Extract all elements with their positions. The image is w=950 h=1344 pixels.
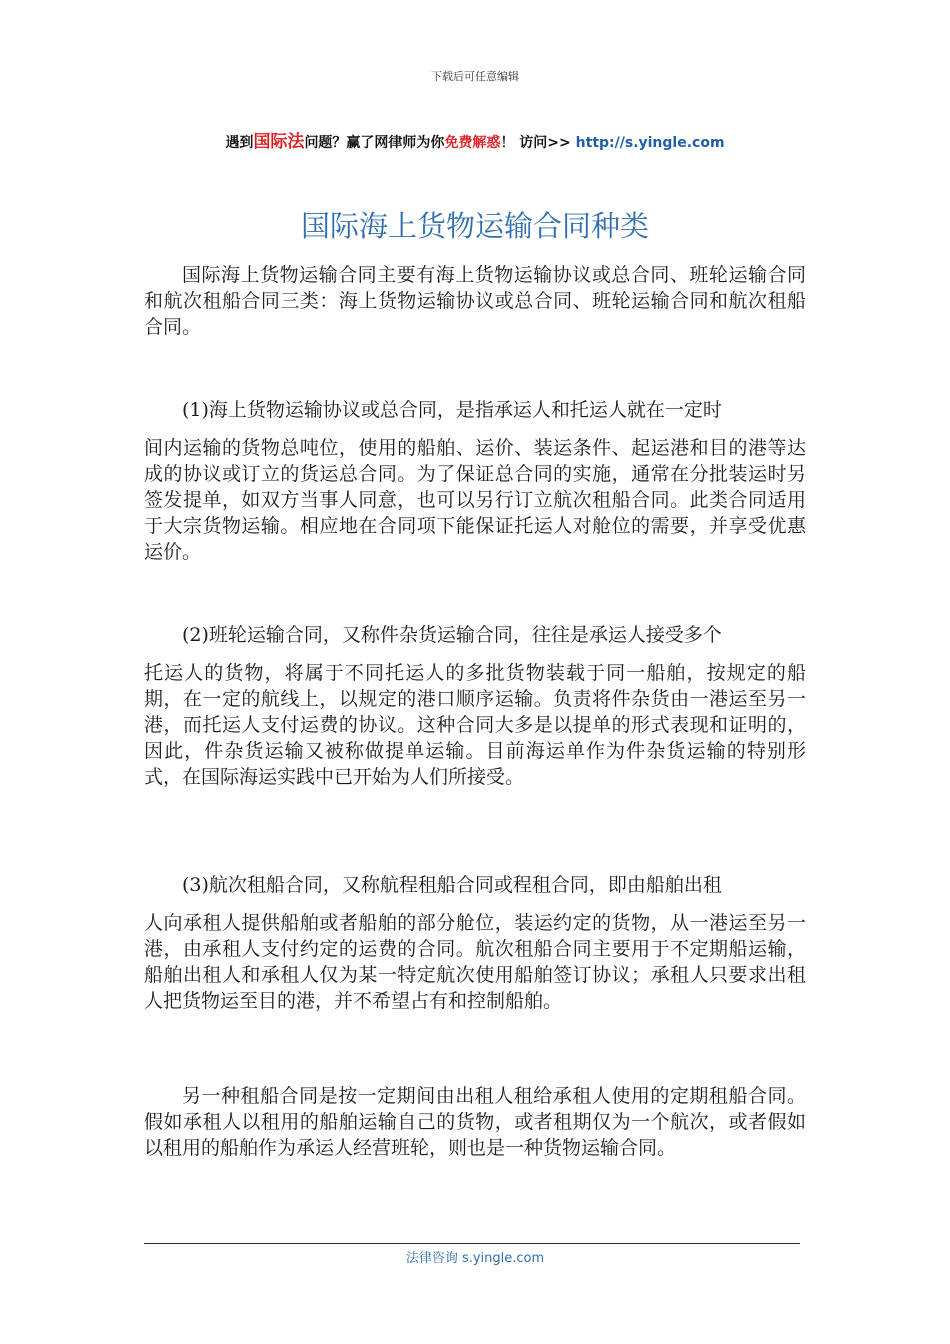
banner-topic: 国际法 bbox=[253, 132, 305, 152]
banner-text-1: 遇到 bbox=[225, 135, 254, 151]
banner-text-3: ！ 访问>> bbox=[500, 135, 576, 151]
paragraph-3-body: 人向承租人提供船舶或者船舶的部分舱位，装运约定的货物，从一港运至另一港，由承租人支付约定的运费的合同。航次租船合同主要用于不定期船运输，船舶出租人和承租人仅为某一特定航次使用船舶签订协议；承租人只要求出租人把货物运至目的港，并不希望占有和控制船舶。 bbox=[144, 912, 806, 1012]
header-note: 下载后可任意编辑 bbox=[431, 70, 519, 83]
footer-text[interactable]: 法律咨询 s.yingle.com bbox=[405, 1251, 545, 1266]
paragraph-intro: 国际海上货物运输合同主要有海上货物运输协议或总合同、班轮运输合同和航次租船合同三类：海上货物运输协议或总合同、班轮运输合同和航次租船合同。 bbox=[144, 264, 806, 338]
banner-link[interactable]: http://s.yingle.com bbox=[575, 135, 725, 151]
promo-banner bbox=[0, 127, 950, 152]
footer-divider bbox=[144, 1243, 800, 1244]
paragraph-2-body: 托运人的货物，将属于不同托运人的多批货物装载于同一船舶，按规定的船期，在一定的航线上，以规定的港口顺序运输。负责将件杂货由一港运至另一港，而托运人支付运费的协议。这种合同大多是以提单的形式表现和证明的，因此，件杂货运输又被称做提单运输。目前海运单作为件杂货运输的特别形式，在国际海运实践中已开始为人们所接受。 bbox=[144, 662, 806, 788]
paragraph-4: 另一种租船合同是按一定期间由出租人租给承租人使用的定期租船合同。假如承租人以租用的船舶运输自己的货物，或者租期仅为一个航次，或者假如以租用的船舶作为承运人经营班轮，则也是一种货物运输合同。 bbox=[144, 1085, 806, 1159]
document-title: 国际海上货物运输合同种类 bbox=[300, 209, 649, 243]
paragraph-2-lead: (2)班轮运输合同，又称件杂货运输合同，往往是承运人接受多个 bbox=[182, 624, 722, 646]
paragraph-1-lead: (1)海上货物运输协议或总合同，是指承运人和托运人就在一定时 bbox=[182, 399, 722, 421]
banner-highlight: 免费解惑 bbox=[444, 135, 501, 151]
paragraph-1-body: 间内运输的货物总吨位，使用的船舶、运价、装运条件、起运港和目的港等达成的协议或订立的货运总合同。为了保证总合同的实施，通常在分批装运时另签发提单，如双方当事人同意，也可以另行订立航次租船合同。此类合同适用于大宗货物运输。相应地在合同项下能保证托运人对舱位的需要，并享受优惠运价。 bbox=[144, 437, 806, 563]
paragraph-3-lead: (3)航次租船合同，又称航程租船合同或程租合同，即由船舶出租 bbox=[182, 874, 722, 896]
banner-text-2: 问题？赢了网律师为你 bbox=[304, 135, 445, 151]
